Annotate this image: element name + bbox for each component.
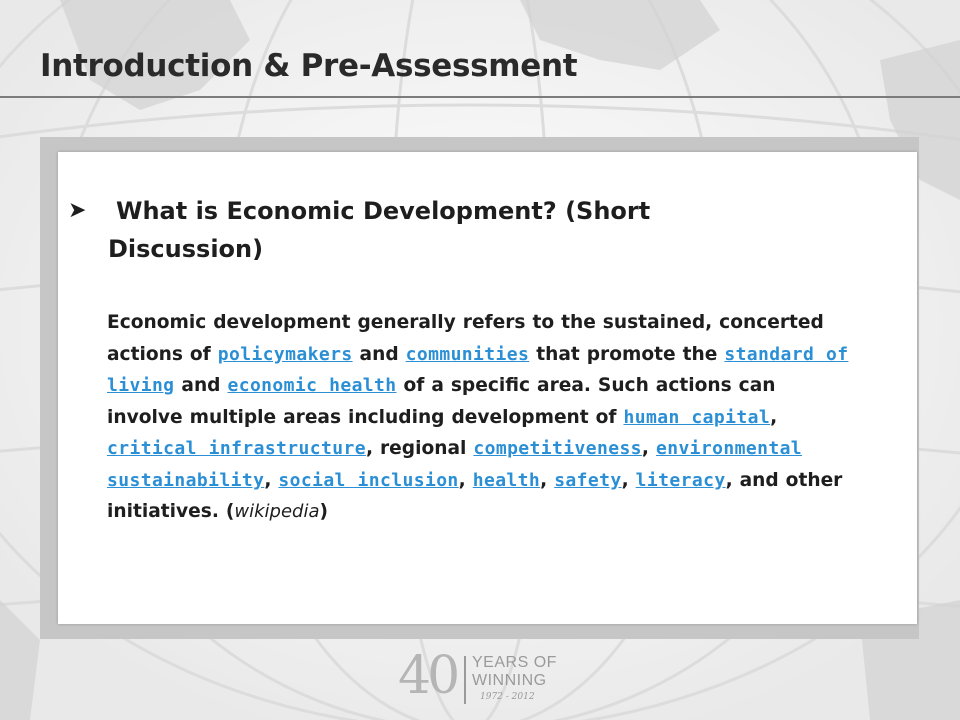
source-citation: wikipedia	[234, 501, 320, 522]
link-social-inclusion[interactable]: social inclusion	[278, 469, 459, 491]
slide-title: Introduction & Pre-Assessment	[40, 48, 578, 84]
heading-line-2: Discussion)	[108, 235, 264, 263]
link-standard-of-living[interactable]: standard of living	[107, 343, 849, 396]
logo-number: 40	[398, 646, 457, 706]
link-health[interactable]: health	[472, 469, 541, 491]
paragraph-text: ,	[540, 469, 555, 491]
arrow-bullet-icon: ➤	[68, 198, 87, 223]
paragraph-text: , and other initiatives. (	[107, 469, 843, 522]
link-literacy[interactable]: literacy	[635, 469, 726, 491]
paragraph-text: ,	[641, 438, 656, 459]
link-economic-health[interactable]: economic health	[227, 375, 397, 396]
link-policymakers[interactable]: policymakers	[217, 343, 353, 365]
paragraph-text: , regional	[365, 438, 474, 459]
paragraph-text: ,	[264, 469, 279, 491]
paragraph-text: Economic development generally refers to the sustained, concerted actions of	[107, 312, 824, 365]
paragraph-text: )	[319, 501, 328, 522]
link-communities[interactable]: communities	[405, 343, 530, 365]
link-competitiveness[interactable]: competitiveness	[473, 438, 642, 459]
paragraph-text: ,	[770, 406, 778, 428]
paragraph-text: and	[174, 375, 228, 396]
paragraph-text: ,	[621, 469, 636, 491]
link-safety[interactable]: safety	[554, 469, 622, 491]
logo-divider	[464, 656, 466, 704]
paragraph-text: of a specific area. Such actions can involve multiple areas including development of	[107, 375, 776, 428]
paragraph-text: that promote the	[529, 343, 725, 365]
bullet-heading	[68, 192, 768, 268]
anniversary-logo	[398, 646, 568, 710]
heading-line-1: What is Economic Development? (Short	[116, 197, 651, 225]
link-critical-infrastructure[interactable]: critical infrastructure	[107, 438, 366, 459]
link-human-capital[interactable]: human capital	[623, 406, 771, 428]
logo-line-2: WINNING	[472, 672, 547, 689]
paragraph-text: and	[352, 343, 406, 365]
title-divider	[0, 96, 960, 98]
logo-line-1: YEARS OF	[472, 654, 557, 671]
logo-years: 1972 - 2012	[480, 692, 535, 702]
link-environmental-sustainability[interactable]: environmental sustainability	[107, 438, 803, 491]
definition-paragraph	[107, 307, 857, 528]
paragraph-text: ,	[458, 469, 473, 491]
